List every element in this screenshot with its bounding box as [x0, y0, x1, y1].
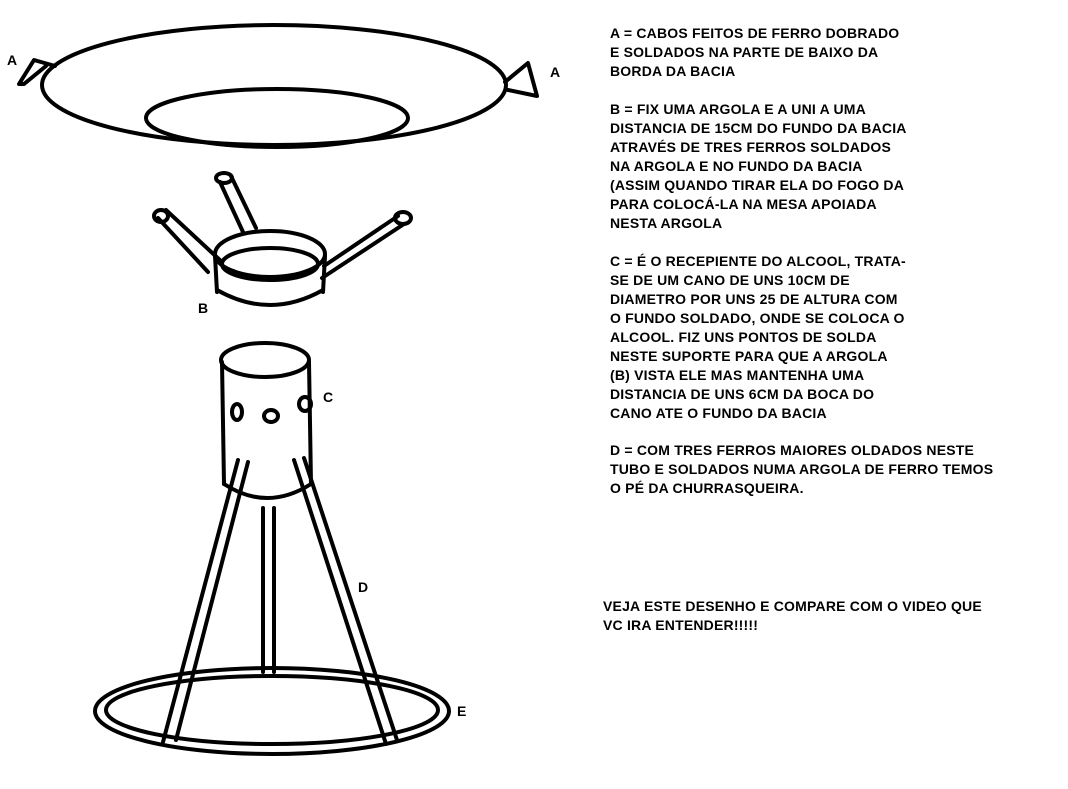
- note-line: DISTANCIA DE UNS 6CM DA BOCA DO: [610, 386, 875, 402]
- note-line: DIAMETRO POR UNS 25 DE ALTURA COM: [610, 291, 898, 307]
- base-ring: [95, 668, 449, 754]
- basin-handle-right: [505, 63, 537, 96]
- ring-bottom: [217, 290, 323, 305]
- note-line: VEJA ESTE DESENHO E COMPARE COM O VIDEO QUE: [603, 598, 982, 614]
- note-footer: [603, 597, 982, 635]
- note-line: VC IRA ENTENDER!!!!!: [603, 617, 759, 633]
- note-c: [610, 252, 906, 423]
- container-hole-1: [232, 404, 242, 420]
- leg-right: [294, 458, 397, 744]
- container-top: [221, 343, 309, 377]
- note-line: ALCOOL. FIZ UNS PONTOS DE SOLDA: [610, 329, 877, 345]
- note-line: (ASSIM QUANDO TIRAR ELA DO FOGO DA: [610, 177, 905, 193]
- rod-back-end: [216, 173, 232, 183]
- note-line: CANO ATE O FUNDO DA BACIA: [610, 405, 827, 421]
- label-b: B: [198, 300, 209, 316]
- note-line: (B) VISTA ELE MAS MANTENHA UMA: [610, 367, 865, 383]
- container-bottom: [224, 484, 311, 498]
- label-c: C: [323, 389, 334, 405]
- note-line: B = FIX UMA ARGOLA E A UNI A UMA: [610, 101, 866, 117]
- container-hole-3: [299, 397, 311, 411]
- note-line: NESTA ARGOLA: [610, 215, 723, 231]
- note-line: O PÉ DA CHURRASQUEIRA.: [610, 480, 804, 496]
- label-a-left: A: [7, 52, 18, 68]
- note-b: [610, 100, 907, 233]
- container-hole-2: [264, 410, 278, 422]
- note-line: D = COM TRES FERROS MAIORES OLDADOS NESTE: [610, 442, 975, 458]
- leg-left: [163, 460, 248, 742]
- basin: [19, 25, 537, 147]
- note-line: PARA COLOCÁ-LA NA MESA APOIADA: [610, 196, 877, 212]
- basin-bottom: [146, 89, 408, 147]
- label-d: D: [358, 579, 369, 595]
- note-line: TUBO E SOLDADOS NUMA ARGOLA DE FERRO TEMOS: [610, 461, 994, 477]
- label-e: E: [457, 703, 467, 719]
- label-a-right: A: [550, 64, 561, 80]
- note-line: A = CABOS FEITOS DE FERRO DOBRADO: [610, 25, 900, 41]
- note-line: E SOLDADOS NA PARTE DE BAIXO DA: [610, 44, 879, 60]
- note-line: DISTANCIA DE 15CM DO FUNDO DA BACIA: [610, 120, 907, 136]
- ring-support: [154, 173, 411, 305]
- note-line: O FUNDO SOLDADO, ONDE SE COLOCA O: [610, 310, 905, 326]
- rod-right: [322, 216, 404, 278]
- note-line: NESTE SUPORTE PARA QUE A ARGOLA: [610, 348, 888, 364]
- note-line: NA ARGOLA E NO FUNDO DA BACIA: [610, 158, 863, 174]
- note-line: ATRAVÉS DE TRES FERROS SOLDADOS: [610, 139, 892, 155]
- legs: [163, 458, 397, 744]
- leg-middle: [263, 508, 274, 672]
- base-ring-outer: [95, 668, 449, 754]
- basin-rim: [42, 25, 506, 145]
- note-line: C = É O RECEPIENTE DO ALCOOL, TRATA-: [610, 253, 906, 269]
- note-a: [610, 24, 899, 81]
- note-line: BORDA DA BACIA: [610, 63, 736, 79]
- rod-left-end: [154, 210, 168, 222]
- note-d: [610, 441, 993, 498]
- note-line: SE DE UM CANO DE UNS 10CM DE: [610, 272, 850, 288]
